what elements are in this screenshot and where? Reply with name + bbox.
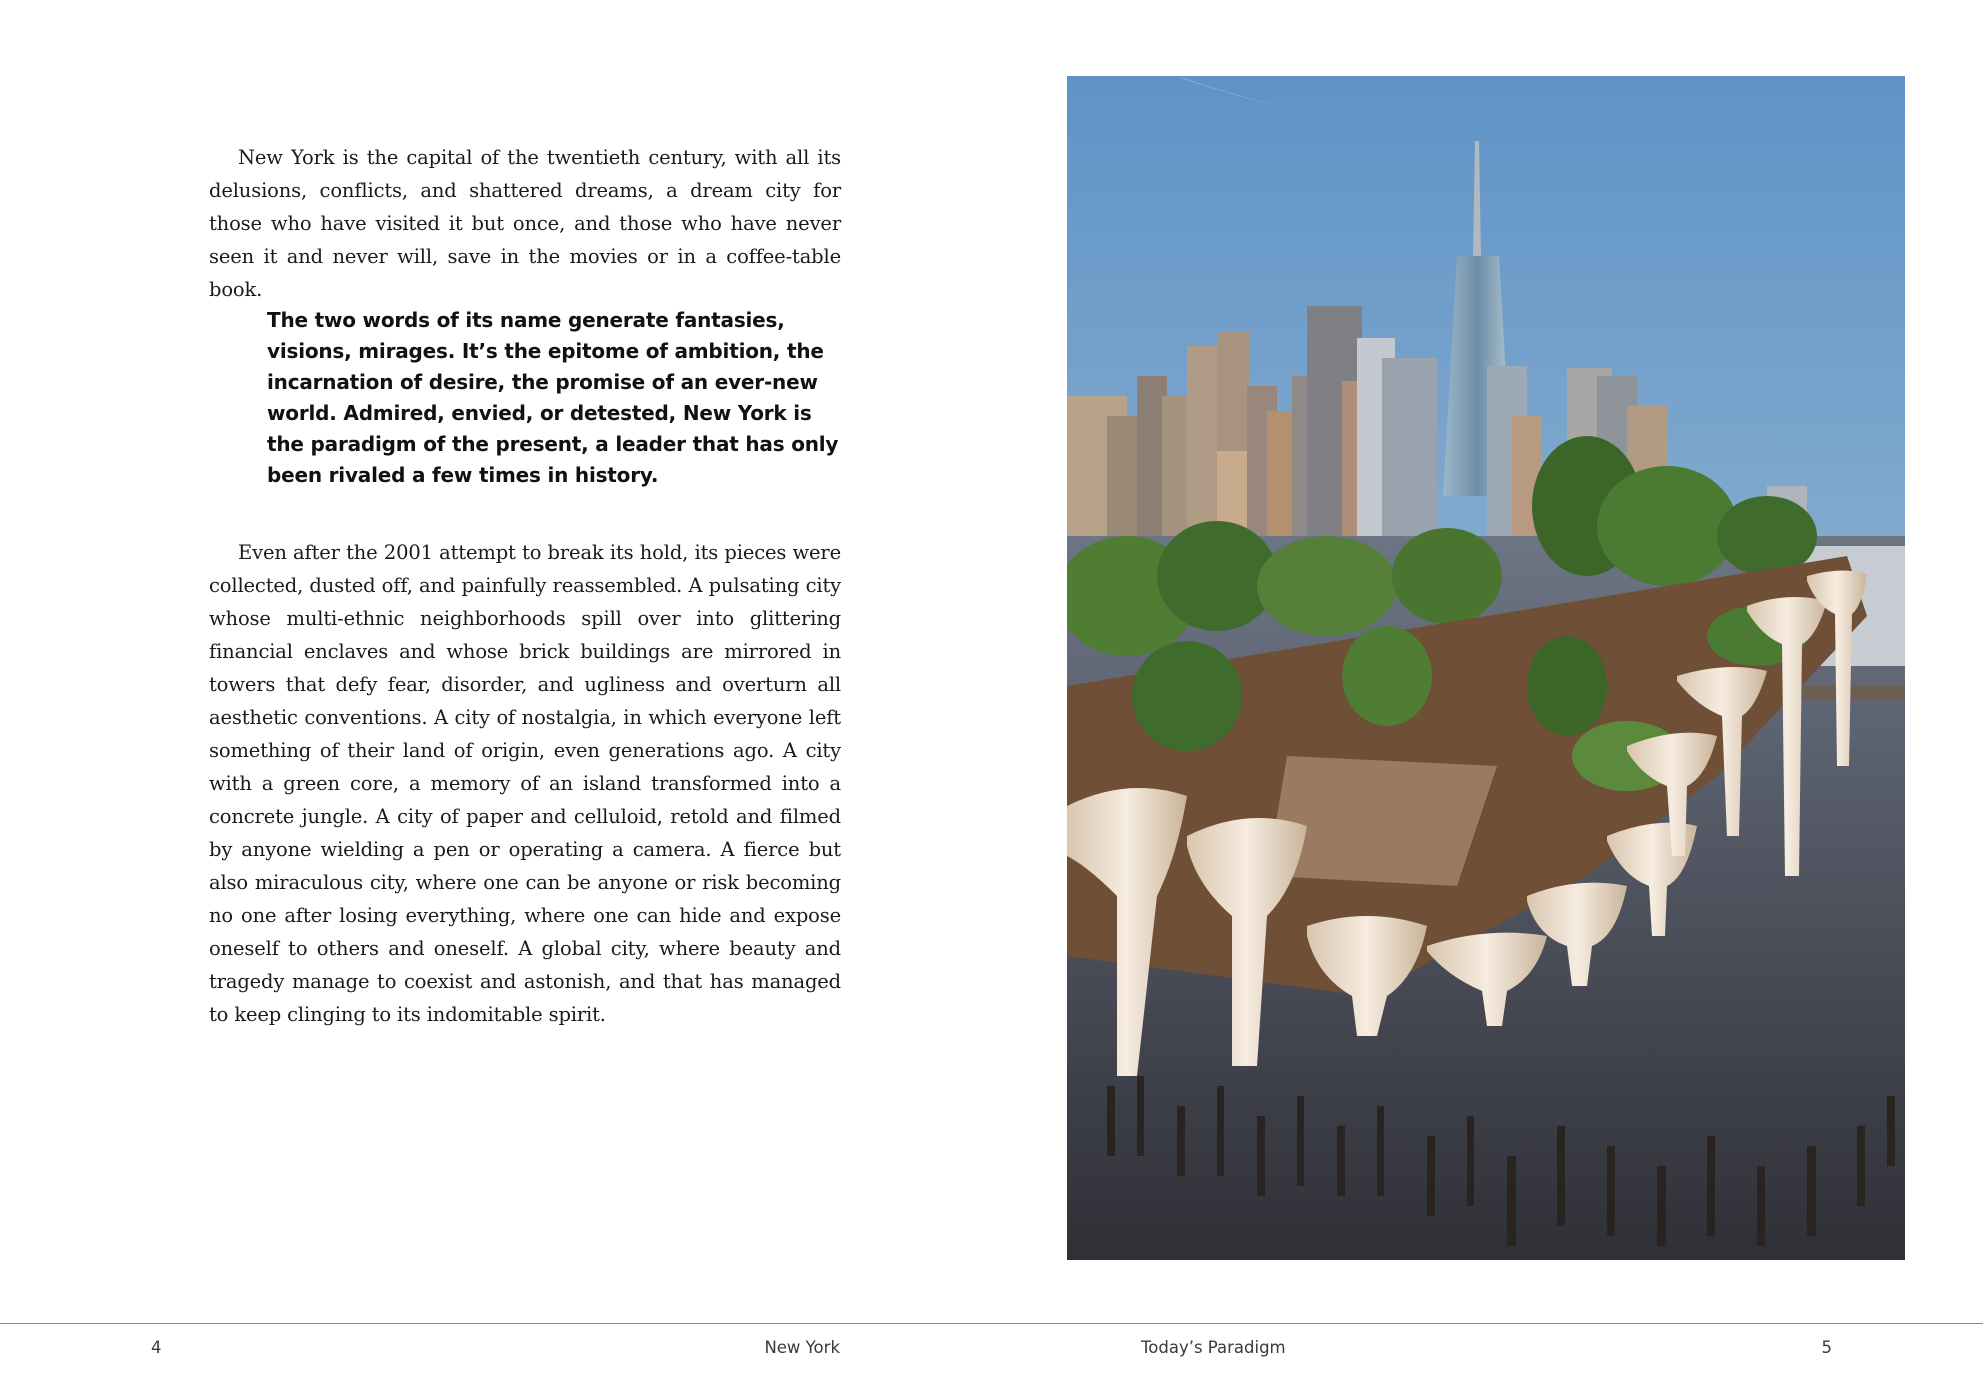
amphitheater-steps: [1267, 756, 1497, 886]
body-paragraph-2: [209, 536, 841, 1031]
little-island-photo: [1067, 76, 1905, 1260]
body-paragraph-1: [209, 141, 841, 306]
body-paragraph-2-text: Even after the 2001 attempt to break its hold, its pieces were collected, dusted off, and painfully reassembled. A pulsating city whose multi-ethnic neighborhoods spill over into glittering financial enclaves and whose brick buildings are mirrored in towers that defy fear, disorder, and ugliness and overturn all aesthetic conventions. A city of nostalgia, in which everyone left something of their land of origin, even generations ago. A city with a green core, a memory of an island transformed into a concrete jungle. A city of paper and celluloid, retold and filmed by anyone wielding a pen or operating a camera. A fierce but also miraculous city, where one can be anyone or risk becoming no one after losing everything, where one can hide and expose oneself to others and oneself. A global city, where beauty and tragedy manage to coexist and astonish, and that has managed to keep clinging to its indomitable spirit.: [209, 541, 841, 1026]
running-head-left: New York: [764, 1338, 840, 1357]
page-number-left: 4: [151, 1338, 162, 1357]
body-paragraph-1-text: New York is the capital of the twentieth century, with all its delusions, conflicts, and shattered dreams, a dream city for those who have visited it but once, and those who have never seen it and never will, save in the movies or in a coffee-table book.: [209, 146, 841, 301]
left-page: [0, 0, 992, 1322]
page-number-right: 5: [1821, 1338, 1832, 1357]
running-head-right: Today’s Paradigm: [1141, 1338, 1286, 1357]
pull-quote: The two words of its name generate fantasies, visions, mirages. It’s the epitome of ambition, the incarnation of desire, the promise of an ever-new world. Admired, envied, or detested, New York is the paradigm of the present, a leader that has only been rivaled a few times in history.: [267, 308, 839, 487]
footer-rule: [0, 1323, 1983, 1324]
photo-illustration: [1067, 76, 1905, 1260]
